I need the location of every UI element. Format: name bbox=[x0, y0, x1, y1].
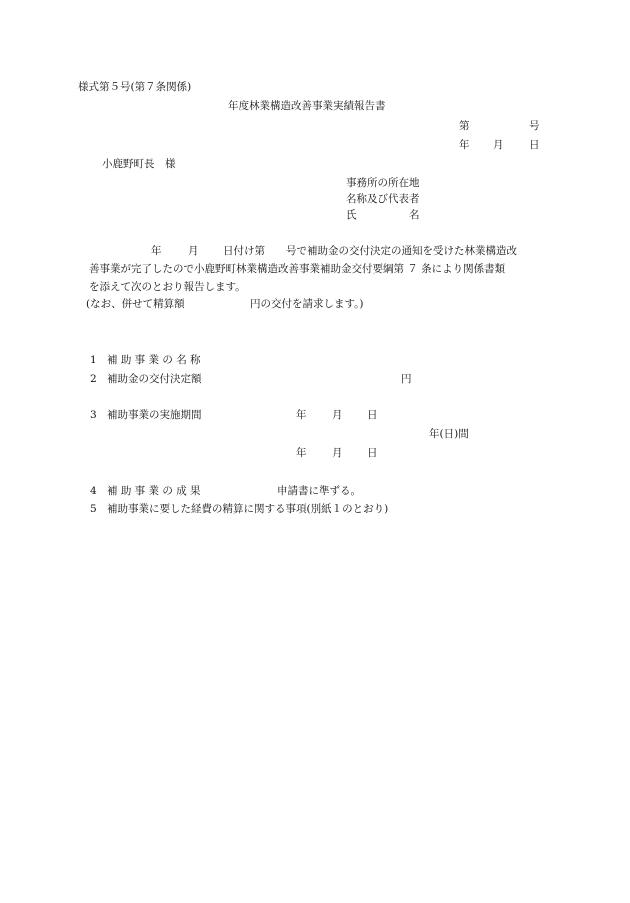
applicant-person-label: 氏 名 bbox=[346, 209, 420, 221]
item-3-start-month: 月 bbox=[332, 409, 343, 421]
applicant-address-label: 事務所の所在地 bbox=[346, 177, 420, 189]
body-line-3: を添えて次のとおり報告します。 bbox=[89, 281, 246, 293]
body-year: 年 bbox=[151, 245, 162, 257]
item-3-start-year: 年 bbox=[296, 409, 307, 421]
item-3-label: 補助事業の実施期間 bbox=[107, 409, 202, 421]
doc-number-go: 号 bbox=[529, 120, 540, 132]
applicant-name-label: 名称及び代表者 bbox=[346, 193, 420, 205]
item-3-end-year: 年 bbox=[296, 447, 307, 459]
addressee: 小鹿野町長 様 bbox=[102, 158, 176, 170]
date-month: 月 bbox=[493, 139, 504, 151]
item-3-end-day: 日 bbox=[367, 447, 378, 459]
item-4-number: 4 bbox=[90, 485, 97, 497]
item-1-number: 1 bbox=[90, 354, 97, 366]
date-year: 年 bbox=[459, 139, 470, 151]
item-3-duration: 年(日)間 bbox=[429, 428, 469, 440]
body-line-2: 善事業が完了したので小鹿野町林業構造改善事業補助金交付要綱第 ７ 条により関係書類 bbox=[89, 263, 506, 275]
item-3-end-month: 月 bbox=[332, 447, 343, 459]
item-2-number: 2 bbox=[90, 373, 97, 385]
item-1-label: 補 助 事 業 の 名 称 bbox=[107, 354, 201, 366]
item-3-start-day: 日 bbox=[367, 409, 378, 421]
doc-number-dai: 第 bbox=[459, 120, 470, 132]
item-4-value: 申請書に準ずる。 bbox=[277, 485, 361, 497]
item-5-label: 補助事業に要した経費の精算に関する事項(別紙１のとおり) bbox=[107, 503, 389, 515]
body-line-4a: (なお、併せて精算額 bbox=[86, 298, 185, 310]
body-line-4b: 円の交付を請求します。) bbox=[250, 298, 364, 310]
item-4-label: 補 助 事 業 の 成 果 bbox=[107, 485, 201, 497]
item-2-yen: 円 bbox=[401, 373, 412, 385]
body-month: 月 bbox=[188, 245, 199, 257]
item-5-number: 5 bbox=[90, 503, 97, 515]
body-line-1: 日付け第 号で補助金の交付決定の通知を受けた林業構造改 bbox=[223, 245, 517, 257]
item-3-number: 3 bbox=[90, 409, 97, 421]
form-reference: 様式第５号(第７条関係) bbox=[78, 81, 192, 93]
item-2-label: 補助金の交付決定額 bbox=[107, 373, 202, 385]
date-day: 日 bbox=[529, 139, 540, 151]
document-title: 年度林業構造改善事業実績報告書 bbox=[228, 100, 386, 112]
